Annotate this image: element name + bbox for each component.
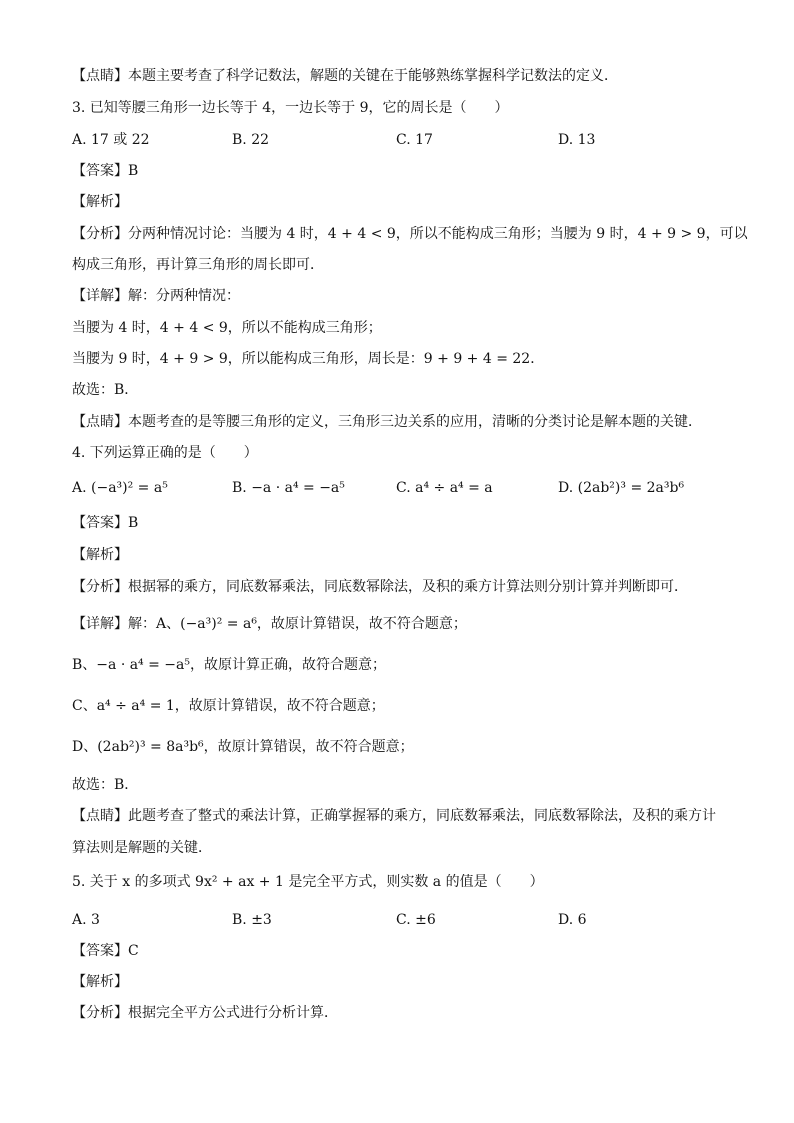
q5-analysis: 【分析】根据完全平方公式进行分析计算． — [72, 1005, 338, 1021]
q3-case-2: 当腰为 9 时，4 + 9 > 9，所以能构成三角形，周长是：9 + 9 + 4 = 22． — [72, 351, 545, 367]
q4-option-b: B. −a · a⁴ = −a⁵ — [232, 480, 345, 496]
tip-line: 【点睛】本题主要考查了科学记数法，解题的关键在于能够熟练掌握科学记数法的定义． — [72, 68, 618, 84]
q3-option-d: D. 13 — [558, 132, 596, 148]
q5-analysis-heading: 【解析】 — [72, 974, 128, 990]
q4-analysis: 【分析】根据幂的乘方，同底数幂乘法，同底数幂除法，及积的乘方计算法则分别计算并判断即可． — [72, 579, 688, 595]
q3-tip: 【点睛】本题考查的是等腰三角形的定义，三角形三边关系的应用，清晰的分类讨论是解本题的关键． — [72, 414, 702, 430]
q5-option-d: D. 6 — [558, 912, 587, 928]
q4-tip-b: 算法则是解题的关键． — [72, 840, 212, 856]
q3-choice: 故选：B． — [72, 382, 139, 398]
q3-answer: 【答案】B — [72, 163, 139, 179]
q4-option-d: D. (2ab²)³ = 2a³b⁶ — [558, 480, 685, 496]
q4-option-a: A. (−a³)² = a⁵ — [72, 480, 168, 496]
q5-answer: 【答案】C — [72, 943, 139, 959]
q4-detail-a: 【详解】解：A、(−a³)² = a⁶，故原计算错误，故不符合题意； — [72, 616, 467, 632]
q3-option-c: C. 17 — [396, 132, 433, 148]
q4-detail-d: D、(2ab²)³ = 8a³b⁶，故原计算错误，故不符合题意； — [72, 739, 414, 755]
q3-analysis-heading: 【解析】 — [72, 194, 128, 210]
q4-option-c: C. a⁴ ÷ a⁴ = a — [396, 480, 493, 496]
q3-case-1: 当腰为 4 时，4 + 4 < 9，所以不能构成三角形； — [72, 320, 382, 336]
q3-analysis-b: 构成三角形，再计算三角形的周长即可． — [72, 257, 324, 273]
q3-option-b: B. 22 — [232, 132, 270, 148]
q4-detail-c: C、a⁴ ÷ a⁴ = 1，故原计算错误，故不符合题意； — [72, 698, 385, 714]
question-5: 5. 关于 x 的多项式 9x² + ax + 1 是完全平方式，则实数 a 的值是（ ） — [72, 874, 544, 890]
question-3: 3. 已知等腰三角形一边长等于 4，一边长等于 9，它的周长是（ ） — [72, 100, 509, 116]
q5-option-b: B. ±3 — [232, 912, 272, 928]
q5-option-a: A. 3 — [72, 912, 100, 928]
q3-analysis-a: 【分析】分两种情况讨论：当腰为 4 时，4 + 4 < 9，所以不能构成三角形；当腰为 9 时，4 + 9 > 9，可以 — [72, 226, 748, 242]
q4-answer: 【答案】B — [72, 515, 139, 531]
q4-detail-b: B、−a · a⁴ = −a⁵，故原计算正确，故符合题意； — [72, 657, 386, 673]
q4-choice: 故选：B． — [72, 777, 139, 793]
question-4: 4. 下列运算正确的是（ ） — [72, 445, 258, 461]
q3-option-a: A. 17 或 22 — [72, 132, 150, 148]
q4-tip-a: 【点睛】此题考查了整式的乘法计算，正确掌握幂的乘方，同底数幂乘法，同底数幂除法，及积的乘方计 — [72, 808, 716, 824]
q3-detail: 【详解】解：分两种情况： — [72, 288, 240, 304]
q4-analysis-heading: 【解析】 — [72, 547, 128, 563]
q5-option-c: C. ±6 — [396, 912, 436, 928]
